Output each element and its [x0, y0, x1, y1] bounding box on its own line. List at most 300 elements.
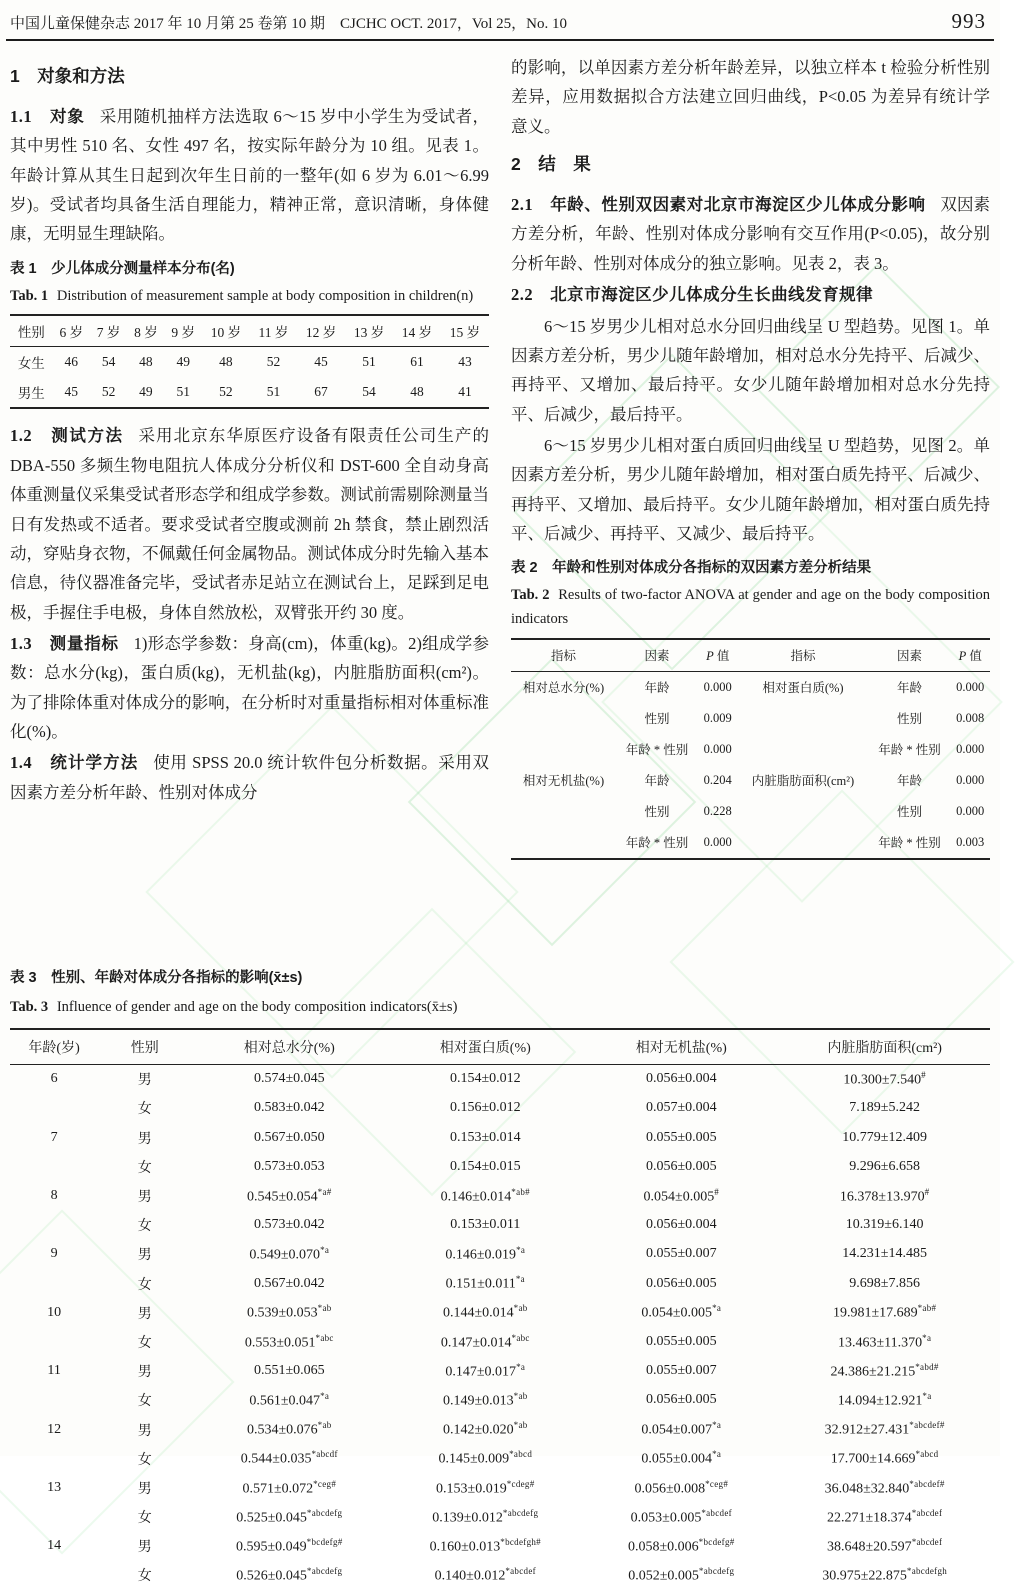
value-cell: [583, 1473, 779, 1502]
table-cell: 相对总水分(%): [522, 681, 605, 696]
table2-head-row: [511, 639, 990, 672]
table2-caption-en-text: Results of two-factor ANOVA at gender and age on the body composition indicators: [511, 587, 991, 628]
significance-superscript: *a: [922, 1332, 932, 1343]
table3-head-row: [10, 1029, 990, 1065]
value-cell: [191, 1327, 387, 1356]
value-cell: [583, 1181, 779, 1210]
age-cell: 11: [47, 1363, 61, 1379]
significance-superscript: *ab: [513, 1391, 528, 1401]
mean-sd-value: 0.054±0.005: [641, 1306, 713, 1322]
mean-sd-value: 0.595±0.049: [235, 1539, 307, 1555]
value-cell: [387, 1298, 583, 1327]
mean-sd-value: 10.300±7.540: [843, 1072, 922, 1088]
mean-sd-value: 0.057±0.004: [645, 1100, 717, 1116]
value-cell: [191, 1444, 387, 1473]
table-cell: 0.000: [703, 834, 732, 849]
table1-header-cell: 14 岁: [401, 325, 433, 341]
value-cell: [191, 1502, 387, 1531]
significance-superscript: *abcd: [915, 1449, 939, 1460]
table1-caption-en-text: Distribution of measurement sample at body composition in children(n): [56, 287, 474, 304]
paragraph-1-4-continued: 的影响，以单因素方差分析年龄差异，以独立样本 t 检验分析性别差异，应用数据拟合方法建立回归曲线，P<0.05 为差异有统计学意义。: [511, 58, 990, 136]
mean-sd-value: 0.055±0.005: [645, 1129, 717, 1145]
value-cell: [779, 1532, 990, 1561]
value-cell: [779, 1152, 990, 1181]
mean-sd-value: 9.296±6.658: [849, 1158, 920, 1174]
mean-sd-value: 0.055±0.005: [645, 1333, 717, 1349]
table-row: [10, 1327, 990, 1356]
table1-sample-distribution: [10, 314, 489, 409]
significance-superscript: *a: [712, 1449, 722, 1460]
mean-sd-value: 0.156±0.012: [449, 1100, 521, 1116]
table2-caption-en-label: Tab. 2: [511, 587, 550, 604]
subsection-label: 2.2 北京市海淀区少儿体成分生长曲线发育规律: [511, 285, 874, 305]
value-cell: [191, 1094, 387, 1123]
sex-cell: 女: [137, 1277, 152, 1293]
value-cell: [387, 1386, 583, 1415]
value-cell: [387, 1240, 583, 1269]
table-cell: 0.009: [703, 710, 732, 725]
table-row: [511, 671, 990, 703]
significance-superscript: *a: [712, 1420, 722, 1431]
paragraph-1-3: [10, 629, 489, 746]
table1-caption-cn: 表 1 少儿体成分测量样本分布(名): [10, 260, 235, 277]
table-row: [10, 1502, 990, 1531]
table-cell: 51: [362, 354, 376, 370]
table2-anova-results: [511, 638, 990, 860]
table-row: [10, 377, 489, 408]
table-cell: [511, 796, 616, 827]
table-cell: 性别: [644, 712, 670, 727]
mean-sd-value: 0.139±0.012: [432, 1510, 503, 1526]
mean-sd-value: 0.549±0.070: [249, 1247, 321, 1263]
sex-cell: 男: [137, 1481, 152, 1497]
table1-header-cell: 9 岁: [171, 325, 196, 341]
sex-cell: 女: [137, 1102, 152, 1118]
table-cell: 54: [362, 384, 376, 400]
significance-superscript: *ab: [317, 1420, 332, 1431]
table-cell: [737, 734, 868, 765]
significance-superscript: *abcdef: [701, 1507, 732, 1518]
table1-header-cell: 7 岁: [96, 325, 121, 341]
table1-caption-en: [10, 285, 489, 309]
table-row: [10, 1298, 990, 1327]
table-row: [10, 347, 489, 378]
mean-sd-value: 0.153±0.014: [449, 1129, 521, 1145]
table-cell: 年龄 * 性别: [625, 743, 689, 758]
significance-superscript: *abcdefg: [306, 1566, 343, 1577]
significance-superscript: *bcdefg#: [698, 1536, 735, 1547]
table1-header-cell: 10 岁: [210, 325, 242, 341]
value-cell: [191, 1532, 387, 1561]
table-cell: 48: [139, 354, 153, 370]
significance-superscript: *cdeg#: [506, 1478, 535, 1489]
significance-superscript: *ceg#: [705, 1478, 729, 1489]
value-cell: [779, 1386, 990, 1415]
table-row: [511, 734, 990, 765]
mean-sd-value: 0.146±0.014: [440, 1189, 512, 1205]
table3-caption-en-label: Tab. 3: [10, 998, 49, 1015]
value-cell: [779, 1327, 990, 1356]
mean-sd-value: 32.912±27.431: [824, 1422, 910, 1438]
sex-cell: 女: [137, 1569, 152, 1585]
value-cell: [387, 1357, 583, 1386]
significance-superscript: *ceg#: [313, 1478, 337, 1489]
table-row: [10, 1444, 990, 1473]
sex-cell: 女: [137, 1511, 152, 1527]
table-cell: 49: [139, 384, 153, 400]
age-cell: 6: [50, 1071, 58, 1087]
mean-sd-value: 0.142±0.020: [442, 1422, 514, 1438]
mean-sd-value: 0.551±0.065: [253, 1363, 325, 1379]
significance-superscript: *abcdefg: [306, 1507, 343, 1518]
mean-sd-value: 0.056±0.008: [634, 1481, 706, 1497]
table-cell: 年龄 * 性别: [878, 836, 941, 851]
value-cell: [779, 1211, 990, 1240]
significance-superscript: *a: [320, 1245, 330, 1256]
table-cell: 45: [314, 354, 328, 370]
mean-sd-value: 14.094±12.921: [837, 1393, 923, 1409]
mean-sd-value: 0.160±0.013: [429, 1539, 501, 1555]
mean-sd-value: 0.056±0.005: [645, 1158, 717, 1174]
table-cell: 51: [176, 384, 190, 400]
value-cell: [583, 1064, 779, 1094]
sex-cell: 男: [137, 1365, 152, 1381]
mean-sd-value: 0.147±0.017: [445, 1364, 517, 1380]
value-cell: [387, 1211, 583, 1240]
table3-col-sex: 性别: [130, 1040, 159, 1056]
section-1-heading: 1 对象和方法: [10, 66, 125, 86]
table-row: [511, 765, 990, 796]
paragraph-2-2b: 6～15 岁男少儿相对蛋白质回归曲线呈 U 型趋势，见图 2。单因素方差分析，男少儿随年龄增加，相对蛋白质先持平、后减少、再持平、又增加、最后持平。女少儿随年龄增加，相对蛋白质先持平、后减少、再持平、又减少、最后持平。: [511, 435, 990, 544]
table-cell: 相对蛋白质(%): [762, 681, 844, 696]
significance-superscript: *abd#: [915, 1361, 939, 1372]
mean-sd-value: 0.154±0.012: [449, 1071, 521, 1087]
table-cell: 67: [314, 384, 328, 400]
mean-sd-value: 0.574±0.045: [253, 1071, 325, 1087]
table-cell: 性别: [644, 805, 670, 820]
value-cell: [779, 1561, 990, 1590]
significance-superscript: *bcdefgh#: [500, 1536, 541, 1547]
significance-superscript: *ab#: [917, 1303, 937, 1314]
table-cell: 年龄: [896, 681, 922, 696]
table-cell: 0.000: [956, 772, 985, 787]
right-column: [511, 53, 990, 958]
table3-caption-en: [10, 996, 990, 1020]
table-cell: 43: [458, 354, 472, 370]
significance-superscript: *ab: [317, 1303, 332, 1314]
value-cell: [191, 1415, 387, 1444]
significance-superscript: *abcdf: [311, 1449, 338, 1460]
mean-sd-value: 9.698±7.856: [849, 1275, 920, 1291]
subsection-label: 1.1 对象: [10, 107, 85, 126]
table2-col-factor: 因素: [644, 649, 670, 664]
age-cell: [10, 1327, 98, 1356]
subsection-label: 2.1 年龄、性别双因素对北京市海淀区少儿体成分影响: [511, 195, 926, 215]
significance-superscript: *bcdefg#: [306, 1536, 343, 1547]
value-cell: [191, 1298, 387, 1327]
table1-header-cell: 8 岁: [134, 325, 158, 341]
age-cell: [10, 1502, 98, 1531]
value-cell: [191, 1386, 387, 1415]
mean-sd-value: 0.052±0.005: [628, 1568, 699, 1584]
value-cell: [387, 1064, 583, 1094]
mean-sd-value: 36.048±32.840: [824, 1481, 910, 1497]
mean-sd-value: 24.386±21.215: [830, 1364, 916, 1380]
table-row: [10, 1357, 990, 1386]
mean-sd-value: 0.146±0.019: [445, 1247, 517, 1263]
table-cell: 54: [101, 354, 116, 370]
table-cell: 性别: [896, 805, 922, 820]
value-cell: [583, 1123, 779, 1152]
table-cell: [511, 734, 616, 765]
mean-sd-value: 0.145±0.009: [438, 1452, 510, 1468]
paragraph-1-2: [10, 421, 489, 627]
value-cell: [387, 1327, 583, 1356]
value-cell: [583, 1094, 779, 1123]
significance-superscript: *a: [515, 1274, 525, 1285]
value-cell: [583, 1532, 779, 1561]
mean-sd-value: 0.571±0.072: [242, 1481, 314, 1497]
significance-superscript: *abcdefg: [502, 1507, 539, 1518]
mean-sd-value: 0.544±0.035: [240, 1452, 312, 1468]
table-cell: 相对无机盐(%): [522, 774, 605, 789]
mean-sd-value: 0.054±0.005: [643, 1189, 715, 1205]
table-row: [10, 1240, 990, 1269]
significance-superscript: *abc: [511, 1332, 530, 1343]
age-cell: [10, 1444, 98, 1473]
sex-cell: 女: [137, 1335, 152, 1351]
value-cell: [387, 1152, 583, 1181]
mean-sd-value: 0.154±0.015: [449, 1158, 521, 1174]
table1-header-cell: 性别: [17, 325, 45, 341]
mean-sd-value: 0.054±0.007: [641, 1422, 713, 1438]
significance-superscript: *abcdefg: [698, 1566, 735, 1577]
subsection-label: 1.3 测量指标: [10, 633, 119, 653]
value-cell: [779, 1357, 990, 1386]
table3-body: [10, 1064, 990, 1590]
sex-cell: 男: [137, 1248, 152, 1264]
sex-cell: 男: [137, 1306, 152, 1322]
age-cell: [10, 1152, 98, 1181]
age-cell: 8: [50, 1188, 58, 1204]
table-cell: 男生: [17, 386, 45, 402]
table1-header-cell: 11 岁: [258, 325, 289, 341]
left-column: [10, 53, 489, 958]
table3-col-mineral: 相对无机盐(%): [635, 1040, 727, 1056]
value-cell: [387, 1532, 583, 1561]
value-cell: [191, 1211, 387, 1240]
mean-sd-value: 0.056±0.004: [645, 1071, 717, 1087]
significance-superscript: *abcdefgh: [906, 1566, 948, 1577]
table-cell: 年龄: [896, 774, 922, 789]
significance-superscript: #: [924, 1186, 930, 1197]
table-cell: 0.000: [703, 679, 732, 694]
significance-superscript: *abc: [315, 1332, 334, 1343]
mean-sd-value: 0.573±0.053: [253, 1158, 325, 1174]
table-cell: 49: [176, 354, 190, 370]
table-cell: 48: [219, 354, 233, 370]
table2-col-pvalue: P 值: [958, 649, 982, 664]
mean-sd-value: 0.539±0.053: [246, 1306, 318, 1322]
table1-header-cell: 13 岁: [353, 325, 385, 341]
value-cell: [583, 1444, 779, 1473]
table-cell: 内脏脂肪面积(cm²): [751, 774, 855, 789]
table-cell: 0.000: [956, 803, 985, 818]
age-cell: [10, 1211, 98, 1240]
value-cell: [779, 1064, 990, 1094]
table-row: [10, 1152, 990, 1181]
value-cell: [583, 1240, 779, 1269]
mean-sd-value: 30.975±22.875: [822, 1568, 907, 1584]
value-cell: [191, 1473, 387, 1502]
sex-cell: 男: [137, 1190, 152, 1206]
age-cell: 9: [50, 1246, 58, 1262]
table2-col-factor: 因素: [896, 649, 922, 664]
table3-col-age: 年龄(岁): [28, 1040, 80, 1056]
mean-sd-value: 7.189±5.242: [849, 1100, 920, 1116]
table1-caption-en-label: Tab. 1: [10, 287, 49, 304]
mean-sd-value: 0.553±0.051: [244, 1335, 316, 1351]
significance-superscript: *a: [712, 1303, 722, 1314]
table-cell: 45: [64, 384, 79, 400]
value-cell: [191, 1240, 387, 1269]
table-cell: 0.003: [956, 834, 985, 849]
value-cell: [191, 1561, 387, 1590]
value-cell: [583, 1415, 779, 1444]
table-cell: 52: [266, 354, 281, 370]
mean-sd-value: 0.153±0.011: [450, 1217, 521, 1233]
mean-sd-value: 0.153±0.019: [436, 1481, 507, 1497]
sex-cell: 女: [137, 1452, 152, 1468]
table1-head-row: [10, 315, 489, 347]
mean-sd-value: 22.271±18.374: [827, 1510, 912, 1526]
mean-sd-value: 0.056±0.004: [645, 1217, 717, 1233]
table1-body: [10, 347, 489, 409]
sex-cell: 女: [137, 1160, 152, 1176]
table-cell: 性别: [896, 712, 922, 727]
table2-col-indicator: 指标: [790, 649, 816, 664]
significance-superscript: *abcdef#: [909, 1420, 945, 1431]
significance-superscript: *a: [516, 1245, 526, 1256]
significance-superscript: *a: [922, 1391, 932, 1401]
value-cell: [191, 1269, 387, 1298]
mean-sd-value: 0.053±0.005: [630, 1510, 702, 1526]
mean-sd-value: 0.144±0.014: [442, 1306, 514, 1322]
table-cell: 年龄: [644, 774, 670, 789]
value-cell: [387, 1269, 583, 1298]
table-cell: 61: [410, 354, 424, 370]
table-cell: 0.204: [703, 772, 732, 787]
value-cell: [583, 1561, 779, 1590]
table3-col-protein: 相对蛋白质(%): [439, 1040, 531, 1056]
table-cell: 女生: [17, 356, 45, 372]
table-row: [10, 1473, 990, 1502]
mean-sd-value: 0.147±0.014: [440, 1335, 512, 1351]
significance-superscript: *ab#: [511, 1186, 530, 1197]
paragraph-text: 采用随机抽样方法选取 6～15 岁中小学生为受试者，其中男性 510 名、女性 497 名，按实际年龄分为 10 组。见表 1。年龄计算从其生日起到次年生日前的一整年(如 6 岁为 6.01～6.99 岁)。受试者均具备生活自理能力，精神正常，意识清晰，身体健康，无明显生理缺陷。: [10, 107, 490, 244]
table-cell: 0.000: [703, 741, 732, 756]
section-2-heading: 2 结 果: [511, 154, 591, 175]
mean-sd-value: 38.648±20.597: [827, 1539, 912, 1555]
value-cell: [779, 1415, 990, 1444]
age-cell: 13: [47, 1479, 62, 1495]
value-cell: [387, 1181, 583, 1210]
value-cell: [387, 1094, 583, 1123]
table3-caption-en-text: Influence of gender and age on the body composition indicators(x̄±s): [56, 998, 458, 1015]
paragraph-1-1: [10, 102, 489, 249]
mean-sd-value: 0.545±0.054: [246, 1189, 318, 1205]
value-cell: [779, 1181, 990, 1210]
table3-section: [0, 958, 1000, 1590]
mean-sd-value: 0.149±0.013: [442, 1393, 514, 1409]
mean-sd-value: 19.981±17.689: [832, 1306, 918, 1322]
mean-sd-value: 13.463±11.370: [838, 1335, 923, 1351]
age-cell: 14: [47, 1538, 62, 1554]
table3-col-water: 相对总水分(%): [243, 1040, 335, 1056]
table-cell: 年龄 * 性别: [625, 836, 689, 851]
table-cell: 48: [410, 384, 424, 400]
value-cell: [387, 1415, 583, 1444]
table-row: [10, 1561, 990, 1590]
journal-info: 中国儿童保健杂志 2017 年 10 月第 25 卷第 10 期 CJCHC OCT. 2017，Vol 25，No. 10: [10, 16, 567, 32]
table-cell: 52: [101, 384, 116, 400]
mean-sd-value: 0.534±0.076: [246, 1422, 318, 1438]
table-cell: 年龄: [644, 681, 670, 696]
mean-sd-value: 0.573±0.042: [253, 1217, 325, 1233]
value-cell: [779, 1473, 990, 1502]
table-cell: 0.008: [956, 710, 985, 725]
value-cell: [387, 1123, 583, 1152]
value-cell: [583, 1152, 779, 1181]
value-cell: [779, 1298, 990, 1327]
sex-cell: 女: [137, 1394, 152, 1410]
table-row: [10, 1386, 990, 1415]
value-cell: [779, 1444, 990, 1473]
paragraph-text: 使用 SPSS 20.0 统计软件包分析数据。采用双因素方差分析年龄、性别对体成分: [10, 753, 489, 802]
mean-sd-value: 0.567±0.050: [253, 1129, 325, 1145]
subsection-label: 1.4 统计学方法: [10, 753, 139, 773]
table-row: [511, 827, 990, 859]
page-number: 993: [951, 9, 986, 33]
significance-superscript: *a#: [317, 1186, 332, 1197]
paragraph-2-2a: 6～15 岁男少儿相对总水分回归曲线呈 U 型趋势。见图 1。单因素方差分析，男少儿随年龄增加，相对总水分先持平、后减少、再持平、又增加、最后持平。女少儿随年龄增加相对总水分先持平、后减少，最后持平。: [511, 316, 990, 424]
mean-sd-value: 10.779±12.409: [842, 1129, 927, 1145]
table-row: [10, 1269, 990, 1298]
table2-caption-cn: 表 2 年龄和性别对体成分各指标的双因素方差分析结果: [511, 560, 872, 577]
table3-body-composition: [10, 1028, 990, 1590]
paragraph-2-2-title: [511, 280, 990, 309]
value-cell: [191, 1181, 387, 1210]
mean-sd-value: 16.378±13.970: [839, 1189, 925, 1205]
table2-col-pvalue: P 值: [706, 649, 730, 664]
value-cell: [583, 1211, 779, 1240]
value-cell: [583, 1357, 779, 1386]
table-cell: [511, 827, 616, 859]
value-cell: [387, 1473, 583, 1502]
value-cell: [191, 1123, 387, 1152]
table3-col-fat: 内脏脂肪面积(cm²): [827, 1040, 942, 1056]
table-cell: 年龄 * 性别: [878, 743, 941, 758]
mean-sd-value: 0.055±0.004: [641, 1452, 713, 1468]
significance-superscript: #: [714, 1186, 720, 1197]
mean-sd-value: 14.231±14.485: [842, 1246, 927, 1262]
value-cell: [779, 1123, 990, 1152]
table-row: [10, 1064, 990, 1094]
mean-sd-value: 0.583±0.042: [253, 1100, 325, 1116]
mean-sd-value: 0.525±0.045: [236, 1510, 307, 1526]
two-column-body: [0, 41, 1000, 958]
mean-sd-value: 0.526±0.045: [236, 1568, 307, 1584]
